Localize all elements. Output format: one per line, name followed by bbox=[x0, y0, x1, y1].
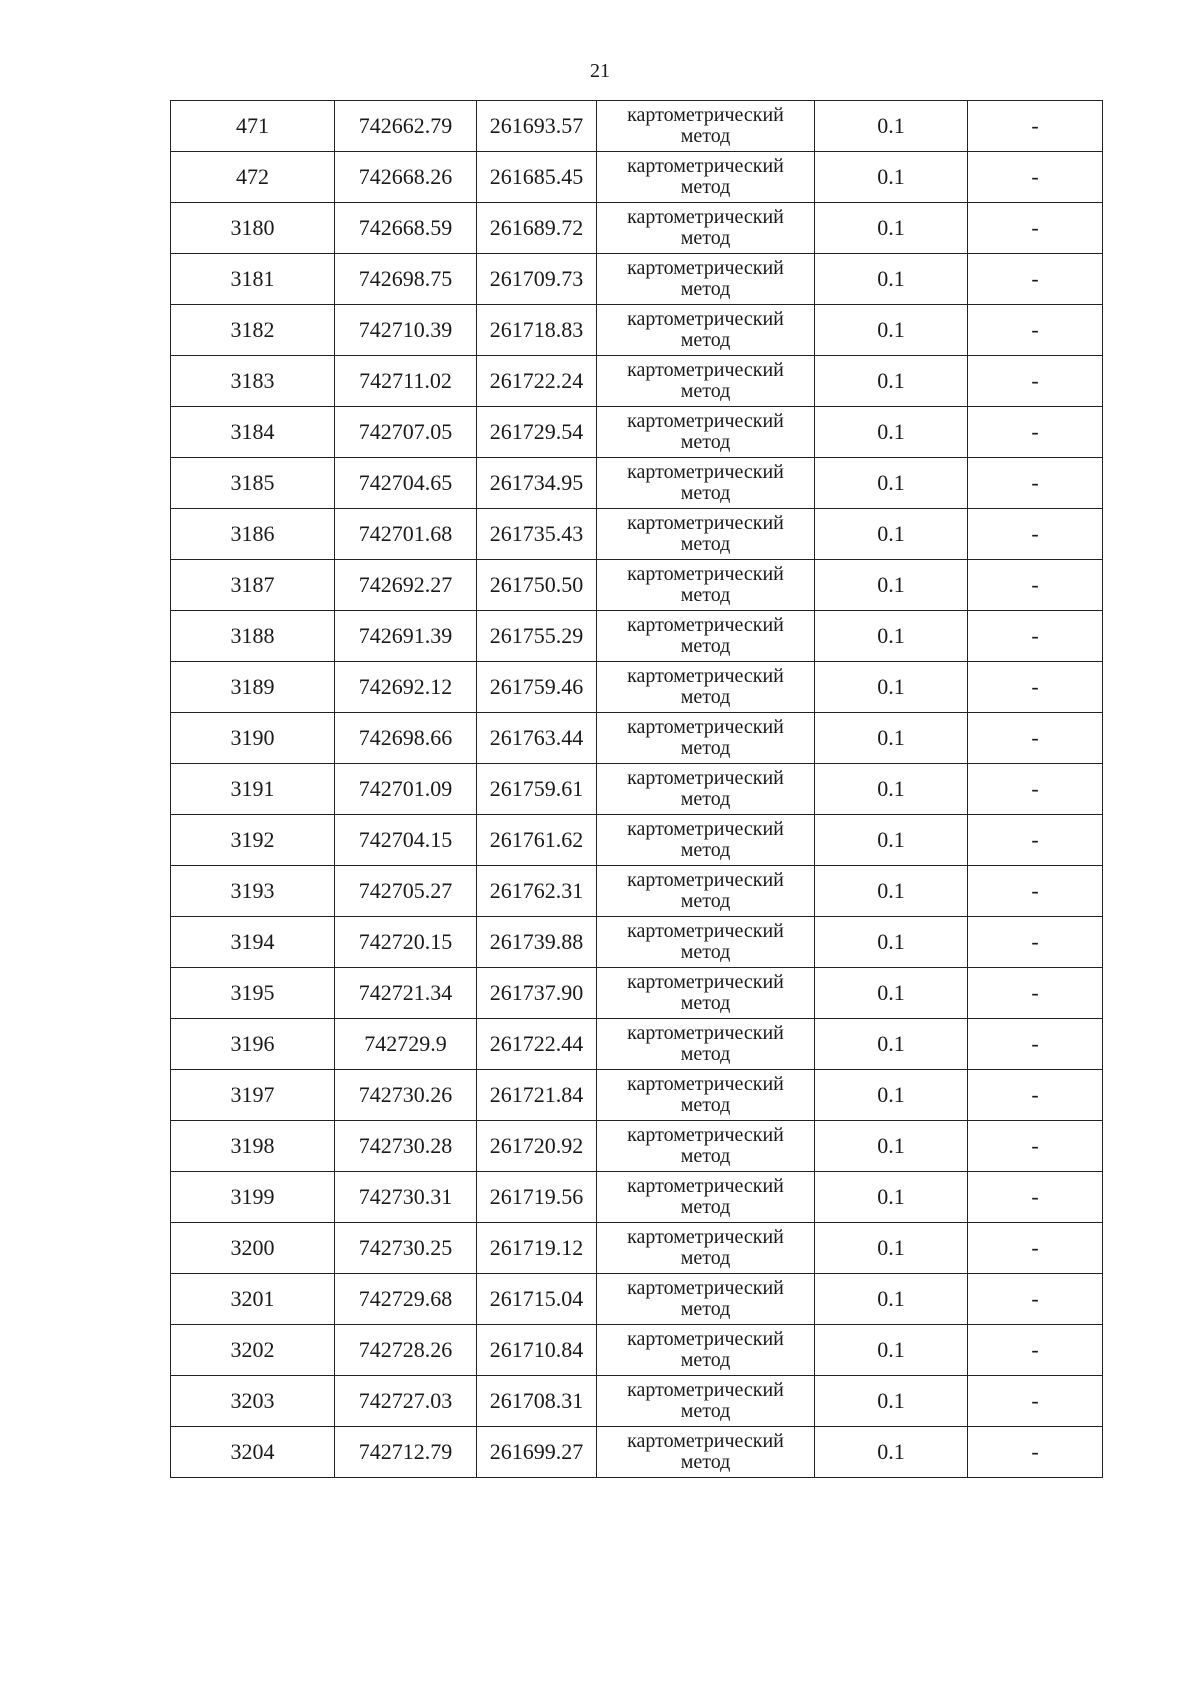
method-line-2: метод bbox=[680, 176, 731, 198]
method-line-1: картометрический bbox=[627, 155, 784, 177]
method-line-2: метод bbox=[680, 1349, 731, 1371]
method-line-1: картометрический bbox=[627, 1430, 784, 1452]
note-cell: - bbox=[968, 611, 1103, 662]
y-coordinate-cell: 261708.31 bbox=[477, 1376, 597, 1427]
note-cell: - bbox=[968, 815, 1103, 866]
y-coordinate-cell: 261718.83 bbox=[477, 305, 597, 356]
method-line-1: картометрический bbox=[627, 767, 784, 789]
method-line-2: метод bbox=[680, 1043, 731, 1065]
point-number-cell: 3196 bbox=[171, 1019, 335, 1070]
note-cell: - bbox=[968, 764, 1103, 815]
note-cell: - bbox=[968, 1070, 1103, 1121]
note-cell: - bbox=[968, 917, 1103, 968]
point-number-cell: 3194 bbox=[171, 917, 335, 968]
method-cell bbox=[597, 662, 815, 713]
method-cell bbox=[597, 152, 815, 203]
y-coordinate-cell: 261699.27 bbox=[477, 1427, 597, 1478]
method-line-2: метод bbox=[680, 482, 731, 504]
method-line-1: картометрический bbox=[627, 869, 784, 891]
table-row bbox=[171, 509, 1103, 560]
table-row bbox=[171, 1172, 1103, 1223]
method-cell bbox=[597, 203, 815, 254]
method-line-1: картометрический bbox=[627, 1226, 784, 1248]
x-coordinate-cell: 742692.27 bbox=[335, 560, 477, 611]
point-number-cell: 472 bbox=[171, 152, 335, 203]
method-line-2: метод bbox=[680, 1247, 731, 1269]
method-line-1: картометрический bbox=[627, 1022, 784, 1044]
point-number-cell: 3204 bbox=[171, 1427, 335, 1478]
table-row bbox=[171, 407, 1103, 458]
note-cell: - bbox=[968, 1376, 1103, 1427]
method-line-2: метод bbox=[680, 278, 731, 300]
note-cell: - bbox=[968, 1121, 1103, 1172]
x-coordinate-cell: 742721.34 bbox=[335, 968, 477, 1019]
y-coordinate-cell: 261755.29 bbox=[477, 611, 597, 662]
note-cell: - bbox=[968, 1019, 1103, 1070]
method-cell bbox=[597, 1019, 815, 1070]
y-coordinate-cell: 261735.43 bbox=[477, 509, 597, 560]
table-row bbox=[171, 1376, 1103, 1427]
x-coordinate-cell: 742704.15 bbox=[335, 815, 477, 866]
method-cell bbox=[597, 713, 815, 764]
table-row bbox=[171, 203, 1103, 254]
table-row bbox=[171, 1325, 1103, 1376]
note-cell: - bbox=[968, 458, 1103, 509]
point-number-cell: 471 bbox=[171, 101, 335, 152]
method-line-2: метод bbox=[680, 533, 731, 555]
method-line-2: метод bbox=[680, 1400, 731, 1422]
method-line-1: картометрический bbox=[627, 665, 784, 687]
point-number-cell: 3198 bbox=[171, 1121, 335, 1172]
x-coordinate-cell: 742698.66 bbox=[335, 713, 477, 764]
method-cell bbox=[597, 1274, 815, 1325]
y-coordinate-cell: 261762.31 bbox=[477, 866, 597, 917]
method-line-2: метод bbox=[680, 890, 731, 912]
y-coordinate-cell: 261719.56 bbox=[477, 1172, 597, 1223]
method-line-1: картометрический bbox=[627, 1073, 784, 1095]
method-line-1: картометрический bbox=[627, 1124, 784, 1146]
point-number-cell: 3192 bbox=[171, 815, 335, 866]
accuracy-cell: 0.1 bbox=[815, 560, 968, 611]
method-line-1: картометрический bbox=[627, 461, 784, 483]
accuracy-cell: 0.1 bbox=[815, 1019, 968, 1070]
point-number-cell: 3203 bbox=[171, 1376, 335, 1427]
y-coordinate-cell: 261750.50 bbox=[477, 560, 597, 611]
note-cell: - bbox=[968, 407, 1103, 458]
accuracy-cell: 0.1 bbox=[815, 1223, 968, 1274]
method-cell bbox=[597, 407, 815, 458]
table-row bbox=[171, 305, 1103, 356]
x-coordinate-cell: 742662.79 bbox=[335, 101, 477, 152]
x-coordinate-cell: 742701.68 bbox=[335, 509, 477, 560]
accuracy-cell: 0.1 bbox=[815, 1325, 968, 1376]
accuracy-cell: 0.1 bbox=[815, 815, 968, 866]
point-number-cell: 3193 bbox=[171, 866, 335, 917]
accuracy-cell: 0.1 bbox=[815, 764, 968, 815]
x-coordinate-cell: 742704.65 bbox=[335, 458, 477, 509]
y-coordinate-cell: 261737.90 bbox=[477, 968, 597, 1019]
method-cell bbox=[597, 458, 815, 509]
y-coordinate-cell: 261685.45 bbox=[477, 152, 597, 203]
point-number-cell: 3185 bbox=[171, 458, 335, 509]
point-number-cell: 3191 bbox=[171, 764, 335, 815]
accuracy-cell: 0.1 bbox=[815, 458, 968, 509]
table-row bbox=[171, 815, 1103, 866]
method-line-1: картометрический bbox=[627, 512, 784, 534]
method-line-2: метод bbox=[680, 1298, 731, 1320]
accuracy-cell: 0.1 bbox=[815, 203, 968, 254]
accuracy-cell: 0.1 bbox=[815, 254, 968, 305]
accuracy-cell: 0.1 bbox=[815, 509, 968, 560]
method-line-2: метод bbox=[680, 227, 731, 249]
x-coordinate-cell: 742710.39 bbox=[335, 305, 477, 356]
table-row bbox=[171, 1019, 1103, 1070]
method-line-2: метод bbox=[680, 329, 731, 351]
y-coordinate-cell: 261721.84 bbox=[477, 1070, 597, 1121]
accuracy-cell: 0.1 bbox=[815, 356, 968, 407]
table-row bbox=[171, 458, 1103, 509]
note-cell: - bbox=[968, 713, 1103, 764]
table-row bbox=[171, 1223, 1103, 1274]
y-coordinate-cell: 261693.57 bbox=[477, 101, 597, 152]
method-cell bbox=[597, 1070, 815, 1121]
note-cell: - bbox=[968, 968, 1103, 1019]
method-line-2: метод bbox=[680, 941, 731, 963]
note-cell: - bbox=[968, 254, 1103, 305]
method-line-1: картометрический bbox=[627, 1379, 784, 1401]
y-coordinate-cell: 261722.24 bbox=[477, 356, 597, 407]
x-coordinate-cell: 742720.15 bbox=[335, 917, 477, 968]
x-coordinate-cell: 742705.27 bbox=[335, 866, 477, 917]
accuracy-cell: 0.1 bbox=[815, 662, 968, 713]
x-coordinate-cell: 742729.68 bbox=[335, 1274, 477, 1325]
x-coordinate-cell: 742727.03 bbox=[335, 1376, 477, 1427]
accuracy-cell: 0.1 bbox=[815, 713, 968, 764]
note-cell: - bbox=[968, 1223, 1103, 1274]
accuracy-cell: 0.1 bbox=[815, 305, 968, 356]
method-line-1: картометрический bbox=[627, 1175, 784, 1197]
accuracy-cell: 0.1 bbox=[815, 1070, 968, 1121]
x-coordinate-cell: 742668.59 bbox=[335, 203, 477, 254]
method-line-1: картометрический bbox=[627, 614, 784, 636]
method-cell bbox=[597, 917, 815, 968]
method-cell bbox=[597, 866, 815, 917]
method-line-2: метод bbox=[680, 686, 731, 708]
method-cell bbox=[597, 560, 815, 611]
y-coordinate-cell: 261720.92 bbox=[477, 1121, 597, 1172]
method-cell bbox=[597, 509, 815, 560]
note-cell: - bbox=[968, 1274, 1103, 1325]
x-coordinate-cell: 742728.26 bbox=[335, 1325, 477, 1376]
method-cell bbox=[597, 254, 815, 305]
table-row bbox=[171, 1274, 1103, 1325]
point-number-cell: 3190 bbox=[171, 713, 335, 764]
method-line-1: картометрический bbox=[627, 410, 784, 432]
y-coordinate-cell: 261763.44 bbox=[477, 713, 597, 764]
method-line-1: картометрический bbox=[627, 257, 784, 279]
point-number-cell: 3188 bbox=[171, 611, 335, 662]
y-coordinate-cell: 261719.12 bbox=[477, 1223, 597, 1274]
accuracy-cell: 0.1 bbox=[815, 968, 968, 1019]
method-cell bbox=[597, 968, 815, 1019]
method-line-1: картометрический bbox=[627, 563, 784, 585]
x-coordinate-cell: 742712.79 bbox=[335, 1427, 477, 1478]
method-cell bbox=[597, 1172, 815, 1223]
table-row bbox=[171, 560, 1103, 611]
table-row bbox=[171, 764, 1103, 815]
point-number-cell: 3189 bbox=[171, 662, 335, 713]
x-coordinate-cell: 742711.02 bbox=[335, 356, 477, 407]
method-cell bbox=[597, 101, 815, 152]
method-cell bbox=[597, 1223, 815, 1274]
method-line-1: картометрический bbox=[627, 818, 784, 840]
note-cell: - bbox=[968, 560, 1103, 611]
accuracy-cell: 0.1 bbox=[815, 917, 968, 968]
point-number-cell: 3187 bbox=[171, 560, 335, 611]
y-coordinate-cell: 261759.46 bbox=[477, 662, 597, 713]
x-coordinate-cell: 742668.26 bbox=[335, 152, 477, 203]
table-row bbox=[171, 356, 1103, 407]
method-line-2: метод bbox=[680, 1451, 731, 1473]
method-line-1: картометрический bbox=[627, 716, 784, 738]
x-coordinate-cell: 742698.75 bbox=[335, 254, 477, 305]
x-coordinate-cell: 742701.09 bbox=[335, 764, 477, 815]
method-line-1: картометрический bbox=[627, 359, 784, 381]
point-number-cell: 3195 bbox=[171, 968, 335, 1019]
method-line-1: картометрический bbox=[627, 920, 784, 942]
note-cell: - bbox=[968, 1172, 1103, 1223]
x-coordinate-cell: 742730.31 bbox=[335, 1172, 477, 1223]
point-number-cell: 3200 bbox=[171, 1223, 335, 1274]
y-coordinate-cell: 261729.54 bbox=[477, 407, 597, 458]
point-number-cell: 3186 bbox=[171, 509, 335, 560]
method-line-2: метод bbox=[680, 1196, 731, 1218]
page-number: 21 bbox=[590, 60, 610, 82]
accuracy-cell: 0.1 bbox=[815, 611, 968, 662]
method-cell bbox=[597, 1376, 815, 1427]
method-line-1: картометрический bbox=[627, 971, 784, 993]
method-line-2: метод bbox=[680, 737, 731, 759]
accuracy-cell: 0.1 bbox=[815, 866, 968, 917]
point-number-cell: 3180 bbox=[171, 203, 335, 254]
x-coordinate-cell: 742730.25 bbox=[335, 1223, 477, 1274]
method-line-1: картометрический bbox=[627, 206, 784, 228]
x-coordinate-cell: 742692.12 bbox=[335, 662, 477, 713]
method-cell bbox=[597, 611, 815, 662]
method-line-1: картометрический bbox=[627, 1277, 784, 1299]
method-line-2: метод bbox=[680, 431, 731, 453]
table-row bbox=[171, 968, 1103, 1019]
point-number-cell: 3182 bbox=[171, 305, 335, 356]
table-row bbox=[171, 611, 1103, 662]
method-line-1: картометрический bbox=[627, 1328, 784, 1350]
note-cell: - bbox=[968, 152, 1103, 203]
accuracy-cell: 0.1 bbox=[815, 1172, 968, 1223]
y-coordinate-cell: 261709.73 bbox=[477, 254, 597, 305]
table-row bbox=[171, 1070, 1103, 1121]
y-coordinate-cell: 261710.84 bbox=[477, 1325, 597, 1376]
table-row bbox=[171, 662, 1103, 713]
method-cell bbox=[597, 305, 815, 356]
table-row bbox=[171, 152, 1103, 203]
method-line-2: метод bbox=[680, 1094, 731, 1116]
accuracy-cell: 0.1 bbox=[815, 152, 968, 203]
y-coordinate-cell: 261759.61 bbox=[477, 764, 597, 815]
method-line-2: метод bbox=[680, 380, 731, 402]
y-coordinate-cell: 261734.95 bbox=[477, 458, 597, 509]
point-number-cell: 3184 bbox=[171, 407, 335, 458]
note-cell: - bbox=[968, 356, 1103, 407]
accuracy-cell: 0.1 bbox=[815, 1121, 968, 1172]
note-cell: - bbox=[968, 509, 1103, 560]
method-line-2: метод bbox=[680, 1145, 731, 1167]
note-cell: - bbox=[968, 203, 1103, 254]
point-number-cell: 3202 bbox=[171, 1325, 335, 1376]
x-coordinate-cell: 742730.28 bbox=[335, 1121, 477, 1172]
point-number-cell: 3197 bbox=[171, 1070, 335, 1121]
method-line-1: картометрический bbox=[627, 308, 784, 330]
accuracy-cell: 0.1 bbox=[815, 1376, 968, 1427]
y-coordinate-cell: 261722.44 bbox=[477, 1019, 597, 1070]
note-cell: - bbox=[968, 1427, 1103, 1478]
y-coordinate-cell: 261715.04 bbox=[477, 1274, 597, 1325]
note-cell: - bbox=[968, 305, 1103, 356]
accuracy-cell: 0.1 bbox=[815, 407, 968, 458]
table-row bbox=[171, 101, 1103, 152]
x-coordinate-cell: 742707.05 bbox=[335, 407, 477, 458]
point-number-cell: 3199 bbox=[171, 1172, 335, 1223]
accuracy-cell: 0.1 bbox=[815, 1274, 968, 1325]
table-row bbox=[171, 1121, 1103, 1172]
y-coordinate-cell: 261689.72 bbox=[477, 203, 597, 254]
table-row bbox=[171, 1427, 1103, 1478]
table-row bbox=[171, 713, 1103, 764]
table-row bbox=[171, 254, 1103, 305]
note-cell: - bbox=[968, 101, 1103, 152]
method-cell bbox=[597, 356, 815, 407]
note-cell: - bbox=[968, 866, 1103, 917]
coordinates-table-body bbox=[171, 101, 1103, 1478]
method-line-2: метод bbox=[680, 788, 731, 810]
method-line-2: метод bbox=[680, 635, 731, 657]
table-row bbox=[171, 917, 1103, 968]
y-coordinate-cell: 261761.62 bbox=[477, 815, 597, 866]
accuracy-cell: 0.1 bbox=[815, 101, 968, 152]
method-cell bbox=[597, 815, 815, 866]
method-cell bbox=[597, 1427, 815, 1478]
note-cell: - bbox=[968, 1325, 1103, 1376]
y-coordinate-cell: 261739.88 bbox=[477, 917, 597, 968]
method-line-2: метод bbox=[680, 839, 731, 861]
x-coordinate-cell: 742730.26 bbox=[335, 1070, 477, 1121]
point-number-cell: 3201 bbox=[171, 1274, 335, 1325]
note-cell: - bbox=[968, 662, 1103, 713]
point-number-cell: 3181 bbox=[171, 254, 335, 305]
method-line-1: картометрический bbox=[627, 104, 784, 126]
method-cell bbox=[597, 1325, 815, 1376]
method-line-2: метод bbox=[680, 992, 731, 1014]
method-line-2: метод bbox=[680, 584, 731, 606]
coordinates-table bbox=[170, 100, 1103, 1478]
x-coordinate-cell: 742729.9 bbox=[335, 1019, 477, 1070]
method-line-2: метод bbox=[680, 125, 731, 147]
point-number-cell: 3183 bbox=[171, 356, 335, 407]
accuracy-cell: 0.1 bbox=[815, 1427, 968, 1478]
method-cell bbox=[597, 764, 815, 815]
method-cell bbox=[597, 1121, 815, 1172]
x-coordinate-cell: 742691.39 bbox=[335, 611, 477, 662]
table-row bbox=[171, 866, 1103, 917]
